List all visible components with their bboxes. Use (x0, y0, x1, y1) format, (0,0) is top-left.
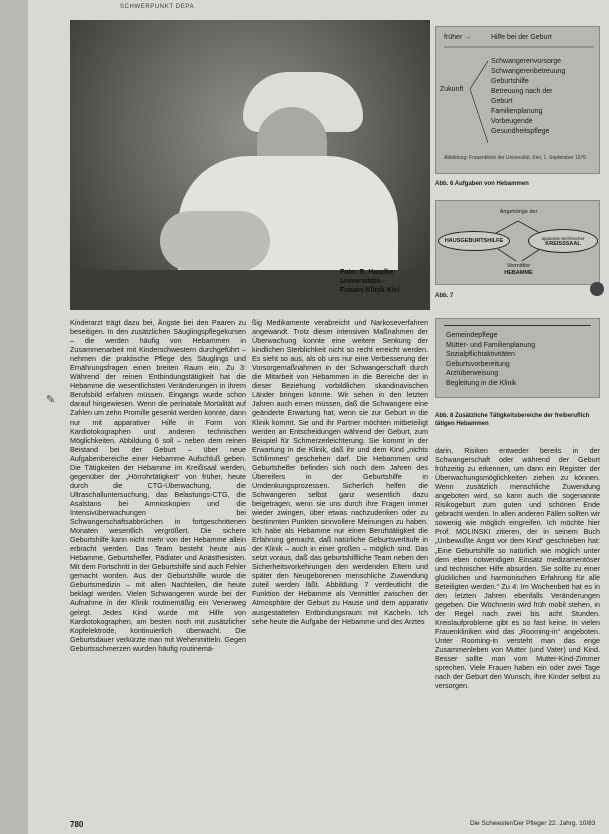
fig6-item: Geburt (491, 98, 513, 105)
photo-credit (340, 268, 400, 295)
fig8-item: Gemeindepflege (446, 332, 498, 339)
fig7-left-oval (438, 231, 510, 251)
section-header: SCHWERPUNKT DEPA (120, 4, 195, 10)
fig8-item: Arztüberweisung (446, 370, 499, 377)
fig7-bottom-label-line: HEBAMME (504, 270, 533, 276)
fig6-zukunft-label: Zukunft (440, 86, 464, 93)
page-edge-shadow (0, 0, 28, 834)
fig7-top-label: Angehörige der (499, 209, 538, 215)
fig8-item: Sozialpflichtaktivitäten (446, 351, 515, 358)
fig7-caption: Abb. 7 (435, 293, 454, 299)
paper-clip-mark (590, 282, 604, 296)
fig6-source-note: Abbildung: Frauenklinik der Universität, Kiel, 1. September 1976 (444, 155, 587, 161)
fig6-frueher-label: früher → (444, 34, 472, 41)
figure-8-box (435, 318, 600, 398)
fig8-item: Begleitung in die Klinik (446, 379, 517, 387)
body-column-2-text: ßig Medikamente verabreicht und Narkoseverfahren angewandt. Trotz dieser intensiven Maßnahmen der Überwachung konnte eine weitere Senkung der kindlichen Sterblichkeit nicht so recht erreicht werden. Es sieht so aus, als ob uns nur eine Verbesserung der Vorsorgemaßnahmen in der Schwangerschaft durch die Mitarbeit von Hebammen in die Bereiche der in dieser Beziehung vorbildlichen skandinavischen Länder bringen könnte. Wir sehen in den letzten Jahren auch ernen müssen, daß die Schwangere eine geänderte Erwartung hat, wenn sie zur Geburt in die Klinik kommt. Sie und ihr Partner möchten mitbeteiligt werden an Entscheidungen während der Geburt, zum Beispiel für Schmerzerleichterung. Sie kommt in der Erwartung in die Klinik, daß ihr und dem Kind „nichts Schlimmes“ geschehen darf. Die Hebammen und Geburtshelfer befinden sich noch dem Jahren des Übereifers in der Geburtshilfe in Umdenkungsprozessen. Sicherlich helfen die Schwangeren selbst ganz wesentlich dazu beigetragen, wenn sie uns durch ihre Fragen immer wieder zwingen, über etwas nachzudenken oder zu bestimmten Punkten sinnvollere Meinungen zu haben. Ich habe als Hebamme nur einen Berufstätigkeit die Erfahrung gemacht, daß natürliche Geburtsverläufe in der Klinik – auch in einer großen – möglich sind. Das setzt voraus, daß das geburtshilfliche Team neben den Sicherheitsvorkehrungen den werdenden Eltern und später den Neugeborenen menschliche Zuwendung zuteil werden läßt. Abbildung 7 verdeutlicht die Funktion der Hebamme als Vermittler zwischen der Atmosphäre der Geburt zu Hause und dem apparativ ausgestatteten Entbindungsraum mit Kacheln. Ich sehe heute die Aufgabe der Hebamme und des Arztes (252, 318, 428, 626)
fig6-item: Betreuung nach der (491, 88, 553, 95)
fig8-caption: Abb. 8 Zusätzliche Tätigkeitsbereiche der freiberuflich tätigen Hebammen (435, 413, 590, 427)
newborn-shape (160, 211, 270, 271)
journal-footer: Die Schwester/Der Pfleger 22. Jahrg. 10/83 (470, 820, 596, 827)
fig6-item: Schwangerenbetreuung (491, 68, 566, 75)
fig6-item: Vorbeugende (491, 118, 533, 125)
margin-annotation-mark: ✎ (46, 394, 56, 406)
fig7-bottom-label-line: Vermittler (506, 263, 531, 269)
fig7-bottom-label (436, 263, 601, 277)
fig8-item: Mütter- und Familienplanung (446, 341, 536, 349)
fig6-caption: Abb. 6 Aufgaben von Hebammen (435, 181, 529, 187)
photo-credit-line: Universitäts- (340, 278, 383, 285)
fig6-item: Familienplanung (491, 108, 543, 115)
fig7-left-oval-label: HAUSGEBURTSHILFE (444, 238, 504, 244)
photo-credit-line: Frauen-Klinik Kiel (340, 287, 400, 294)
fig6-item: Schwangerenvorsorge (491, 58, 562, 65)
body-column-3 (435, 446, 600, 818)
photo-midwife-with-newborn (70, 20, 430, 310)
fig7-right-oval-sub: apparativ-technischer (541, 235, 585, 241)
fig6-item: Gesundheitspflege (491, 128, 550, 135)
fig6-item: Geburtshilfe (491, 78, 529, 85)
fig7-right-oval (528, 229, 598, 253)
body-column-1 (70, 318, 246, 818)
figure-6-box (435, 26, 600, 174)
fig7-right-oval-label: KREISSSAAL (545, 240, 581, 247)
fig8-item: Geburtsvorbereitung (446, 360, 510, 368)
body-column-3-text: darin, Risiken entweder bereits in der Schwangerschaft oder während der Geburt frühzeitig zu erkennen, um dann ein Register der Überwachungsmöglichkeiten ziehen zu können. Wenn zusätzlich menschliche Zuwendung angeboten wird, so kann auch die sogenannte Risikogeburt zum guten und schönen Ende gebracht werden. In allen anderen Fällen sollten wir sowenig wie möglich eingreifen. Ich möchte hier Prof. MOLINSKI zitieren, der in seinem Buch „Unbewußte Angst vor dem Kind“ geschrieben hat: „Eine Geburtshilfe so natürlich wie möglich unter dem eben notwendigen Einsatz medizamentöser und technischer Hilfe absurden. Sie sollte zu einer glücklichen und harmonischen Erfahrung für alle Beteiligten werden.“ Zu 4: Im Wochenbett hat es in den letzten Jahren ebenfalls Veränderungen gegeben. Die Wöchnerin wird früh mobil stehen, in der Regel nach zwei bis acht Stunden. Kreislaufprobleme gibt es so fast keine. In vielen Frauenkliniken wird das „Rooming-in“ angeboten. Unter Rooming-in versteht man das enge Zusammenleben von Mutter (und Vater) und Kind. Besser sollte man vom Mutter-Kind-Zimmer sprechen. Viele Frauen haben ein oder zwei Tage nach der Geburt den Wunsch, ihre Kinder selbst zu versorgen. (435, 446, 600, 691)
body-column-2 (252, 318, 428, 818)
body-column-1-text: Kinderarzt trägt dazu bei, Ängste bei den Paaren zu beseitigen. In den zusätzlichen Säuglingspflegekursen – die werden häufig von Hebammen in Zusammenarbeit mit Kinderschwestern durchgeführt – nehmen die praktische Pflege des Säuglings und Ernährungsfragen einen breiten Raum ein. Zu 3: Während der reinen Entbindungstätigkeit hat die Hebamme die wesentlichsten Veränderungen in ihrem Berufsbild erfahren müssen. Eingangs wurde schon darauf hingewiesen. Wenn die perinatale Mortalität auf Zahlen um zehn Promille gesenkt werden konnte, dann nur mit apparativer Hilfe in Form von Kardiotokographen und anderen technischen Möglichkeiten. Abbildung 6 soll – neben dem reinen Beistand bei der Geburt – über neue Aufgabenbereiche einer Hebamme Aufschluß geben. Die Tätigkeiten der Hebamme im Kreißsaal werden, gegenüber der „Hörrohrtätigkeit“ von früher, heute durch die CTG-Überwachung, die Ultraschalluntersuchung, das Belastungs-CTG, die Asalstans bei Amnioskopien und die Intensivüberwachungen bei Schwangerschaftsabbrüchen in fortgeschrittenen Monaten wesentlich vergrößert. Die sichere Geburtshilfe kann nicht mehr von der Hebamme allein erbracht werden. Das Team besteht heute aus Hebamme, Geburtshelfer, Pädiater und Anästhesisten. Mit dem Fortschritt in der Geburtshilfe sind auch Fehler gemacht worden. Aus der Geburtshilfe wurde die Geburtsmedizin – mit allen Nachteilen, die heute beklagt werden. Vielen Schwangeren wurde bei der Aufnahme in der Klinik routinemäßig ein Venenweg gelegt. Jedes Kind wurde mit Hilfe von Kardiotokographen, am besten noch mit zusätzlicher Kopfelektrode, kontinuierlich überwacht. Die Geburtsdauer verkürzte man mit Wehenmitteln. Gegen Geburtsschmerzen wurden häufig routinemä- (70, 318, 246, 653)
photo-credit-line: Foto: R. Handke (340, 269, 394, 276)
page-number: 780 (70, 820, 84, 829)
fig8-rule (444, 325, 591, 326)
figure-7-box (435, 200, 600, 285)
fig6-frueher-text: Hilfe bei der Geburt (491, 34, 552, 41)
